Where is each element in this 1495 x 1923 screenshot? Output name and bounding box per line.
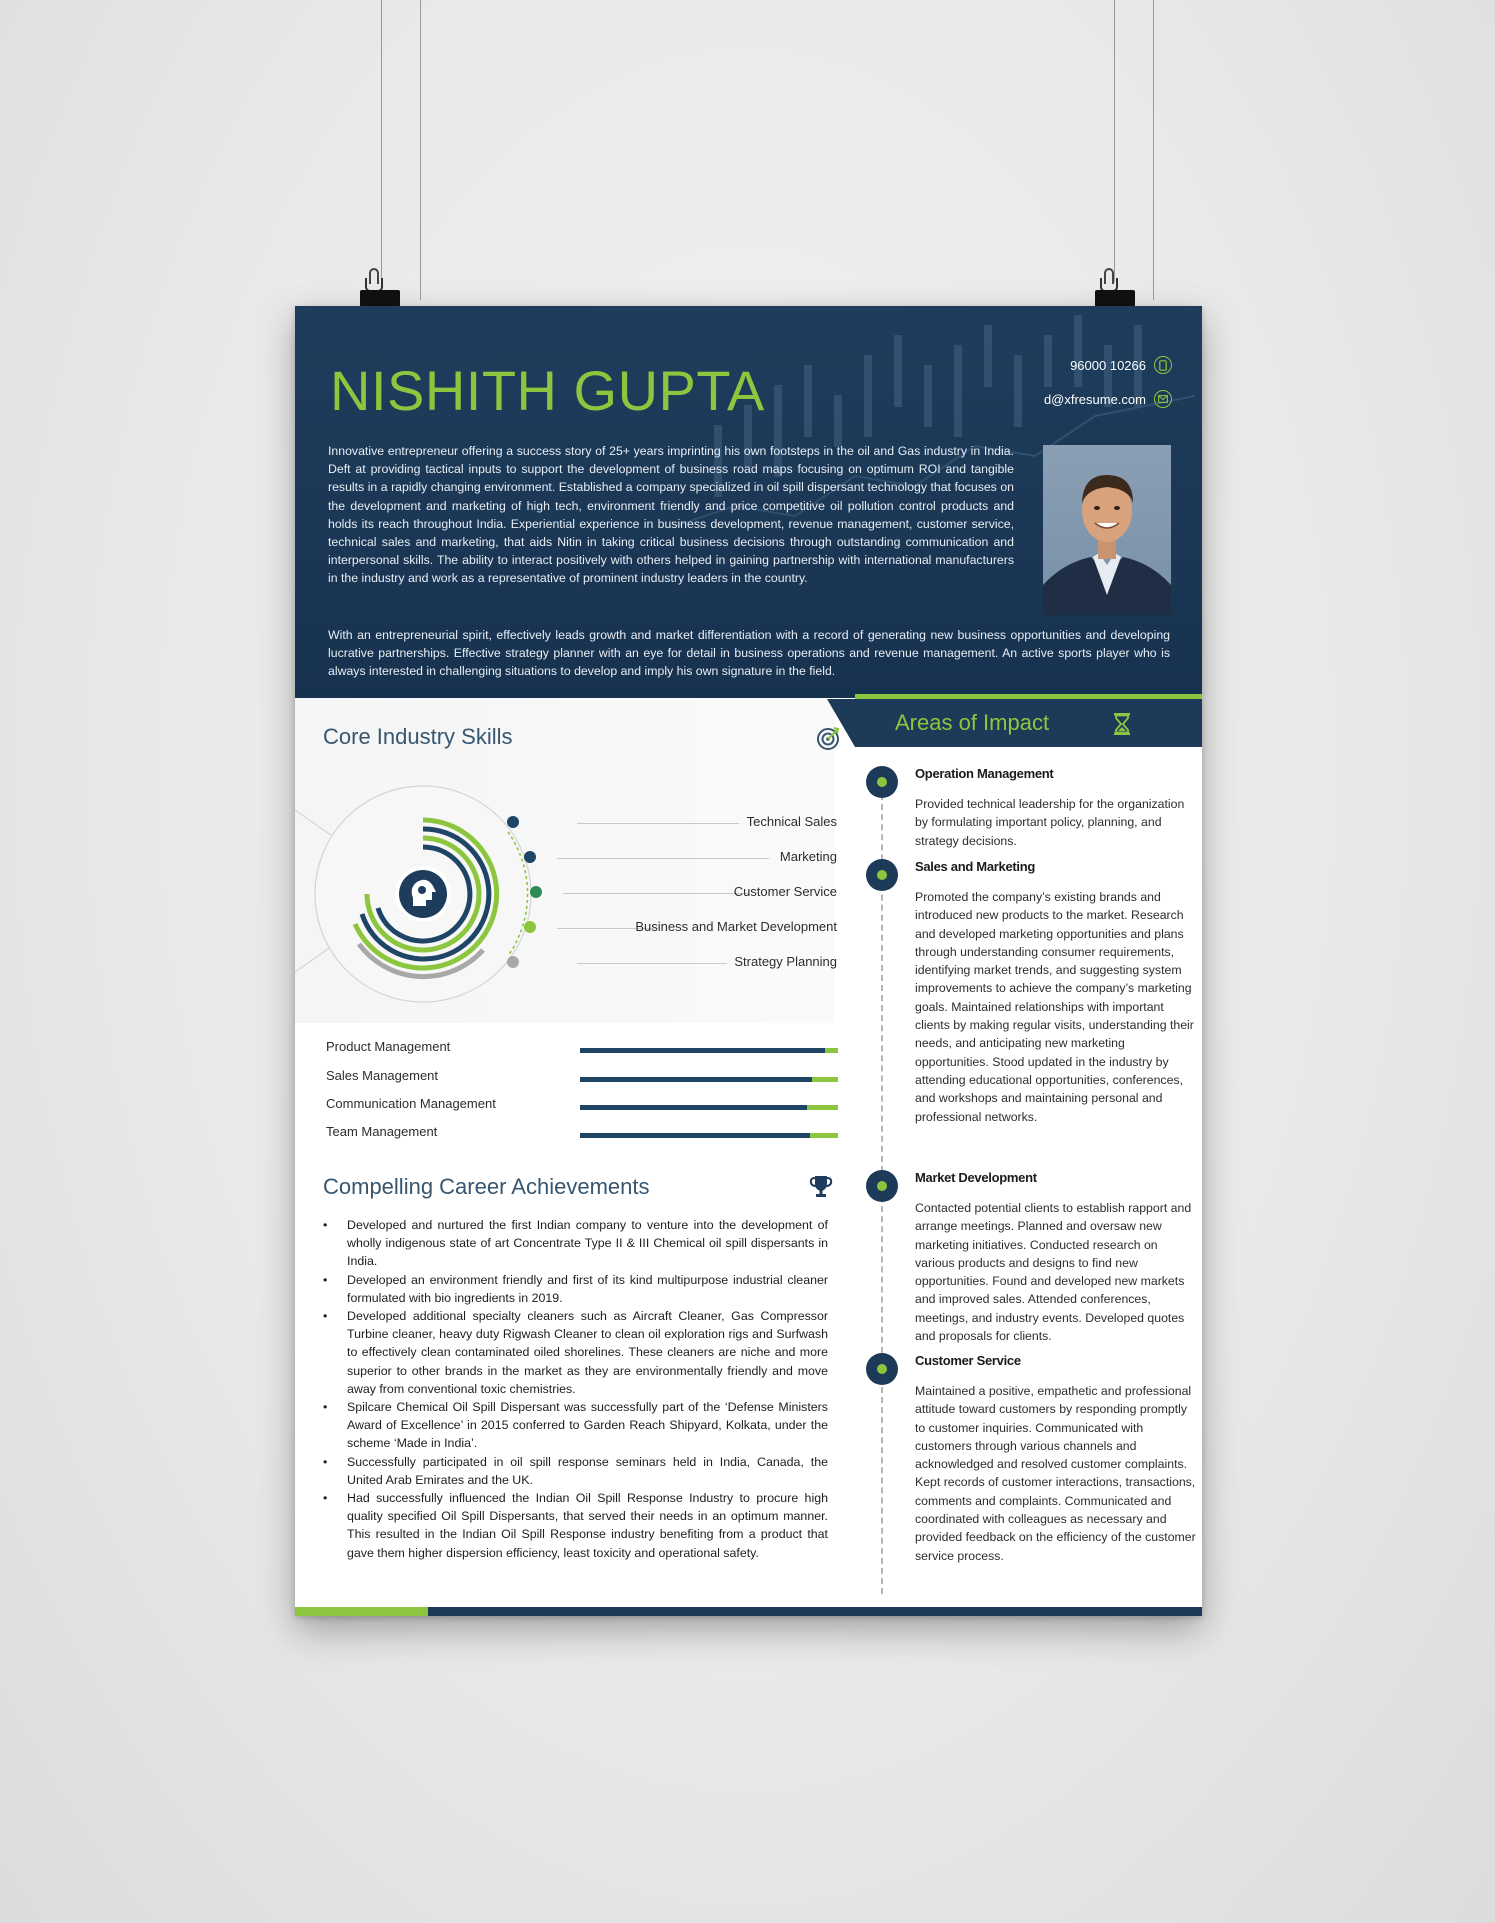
list-item: • Developed an environment friendly and first of its kind multipurpose industrial cleaner formulated with bio ingredients in 2019. — [322, 1271, 828, 1307]
skill-node-customer-service — [529, 885, 543, 899]
impact-header — [855, 699, 1202, 747]
impact-item-text: Contacted potential clients to establish rapport and arrange meetings. Planned and oversaw new marketing initiatives. Conducted research on various products and designs to find new opportunities. Found and developed new markets and improved sales. Attended conferences, meetings, and industry events. Developed quotes and proposals for clients. — [915, 1201, 1192, 1344]
achievements-title: Compelling Career Achievements — [323, 1174, 650, 1199]
timeline-node — [866, 859, 898, 891]
skill-label-business-market-development: Business and Market Development — [635, 919, 837, 934]
skill-label-strategy-planning: Strategy Planning — [734, 954, 837, 969]
timeline-node — [866, 1170, 898, 1202]
list-item: • Successfully participated in oil spill response seminars held in India, Canada, the United Arab Emirates and the UK. — [322, 1453, 828, 1489]
skill-bar — [580, 1133, 838, 1138]
timeline-node — [866, 766, 898, 798]
skill-label-marketing: Marketing — [779, 849, 837, 864]
skill-label-technical-sales: Technical Sales — [746, 814, 837, 829]
impact-item-text: Maintained a positive, empathetic and professional attitude toward customers by responding promptly to customer inquiries. Communicated with customers through various channels and acknowledged and resolved customer complaints. Kept records of customer interactions, transactions, comments and complaints. Communicated and coordinated with colleagues as necessary and provided feedback on the efficiency of the customer service process. — [915, 1384, 1196, 1563]
profile-photo — [1043, 445, 1171, 615]
bar-label: Communication Management — [326, 1096, 496, 1111]
list-item: • Spilcare Chemical Oil Spill Dispersant was successfully part of the ‘Defense Ministers Award of Excellence’ in 2015 conferred to Garden Reach Shipyard, Kolkata, under the scheme ‘Made in India’. — [322, 1398, 828, 1453]
list-item: • Developed and nurtured the first Indian company to venture into the development of wholly indigenous state of art Concentrate Type II & III Chemical oil spill dispersants in India. — [322, 1216, 828, 1271]
hanging-wire-right-1 — [1114, 0, 1115, 282]
list-item: • Had successfully influenced the Indian Oil Spill Response Industry to procure high quality specified Oil Spill Dispersants, that served their needs in an optimum manner. This resulted in the Indian Oil Spill Response industry benefiting from a product that gave them higher dispersion efficiency, least toxicity and operational safety. — [322, 1489, 828, 1562]
skill-bar-fill — [580, 1105, 807, 1110]
skill-leader-line — [577, 963, 727, 964]
hanging-wire-left-2 — [420, 0, 421, 300]
skill-leader-line — [577, 823, 739, 824]
impact-title: Areas of Impact — [895, 710, 1050, 735]
bar-label: Product Management — [326, 1039, 451, 1054]
skill-leader-line — [557, 858, 769, 859]
resume-header — [295, 306, 1202, 698]
timeline-node — [866, 1353, 898, 1385]
skill-label-customer-service: Customer Service — [733, 884, 837, 899]
skill-bar — [580, 1048, 838, 1053]
impact-item-title: Market Development — [915, 1170, 1037, 1185]
list-item: • Developed additional specialty cleaners such as Aircraft Cleaner, Gas Compressor Turbine cleaner, heavy duty Rigwash Cleaner to clean oil exploration rigs and Surfwash to effectively clean contaminated oiled shorelines. These cleaners are niche and more superior to other brands in the market as they are environmentally friendly and move away from conventional toxic chemistries. — [322, 1307, 828, 1398]
core-skills-title: Core Industry Skills — [323, 724, 513, 749]
skill-bar — [580, 1077, 838, 1082]
hourglass-icon — [1113, 712, 1131, 736]
skill-node-strategy-planning — [506, 955, 520, 969]
contact-email — [1044, 390, 1172, 408]
bar-label: Sales Management — [326, 1068, 439, 1083]
impact-item-title: Operation Management — [915, 766, 1054, 781]
hanging-wire-right-2 — [1153, 0, 1154, 300]
trophy-icon — [809, 1174, 833, 1200]
impact-item-title: Customer Service — [915, 1353, 1021, 1368]
resume-poster — [295, 306, 1202, 1616]
skill-node-marketing — [523, 850, 537, 864]
skill-bar-fill — [580, 1133, 810, 1138]
footer-bar — [295, 1607, 1202, 1616]
skills-radial-diagram — [295, 776, 545, 1006]
email-address: d@xfresume.com — [1043, 391, 1146, 407]
impact-item-text: Promoted the company’s existing brands and introduced new products to the market. Research and developed marketing opportunities and plans through understanding consumer requirements, identifying market trends, and suggesting system improvements to achieve the company’s marketing goals. Maintained relationships with important clients by making regular visits, understanding their needs, and anticipating new marketing opportunities. Stood updated in the industry by attending educational opportunities, conferences, and workshops and maintaining personal and professional networks. — [915, 890, 1194, 1124]
bar-label: Team Management — [326, 1124, 438, 1139]
skill-bar — [580, 1105, 838, 1110]
skill-node-technical-sales — [506, 815, 520, 829]
skill-leader-line — [563, 893, 749, 894]
candidate-name: NISHITH GUPTA — [330, 359, 765, 422]
skill-bar-fill — [580, 1048, 825, 1053]
professional-summary: Innovative entrepreneur offering a success story of 25+ years imprinting his own footsteps in the oil and Gas industry in India. Deft at providing tactical inputs to support the development of business road maps focusing on optimum ROI and tangible results in a rapidly changing environment. Established a company specialized in oil spill dispersant technology that focuses on the development and marketing of high tech, environment friendly and price competitive oil pollution control products and holds its reach throughout India. Experiential experience in business development, revenue management, customer service, technical sales and marketing, that aids Nitin in taking critical business decisions through outstanding communication and interpersonal skills. The ability to interact positively with others helped in gaining partnership with international manufacturers in the industry and work as a representative of prominent industry leaders in the country. — [328, 444, 1014, 586]
impact-item-title: Sales and Marketing — [915, 859, 1036, 874]
hanging-wire-left-1 — [381, 0, 382, 282]
phone-number: 96000 10266 — [1070, 357, 1146, 373]
professional-summary-continued: With an entrepreneurial spirit, effectively leads growth and market differentiation with a record of generating new business opportunities and developing lucrative partnerships. Effective strategy planner with an eye for detail in business operations and revenue management. An active sports player who is always interested in challenging situations to develop and imply his own signature in the field. — [328, 628, 1170, 679]
phone-icon — [1154, 356, 1172, 374]
impact-item-text: Provided technical leadership for the organization by formulating important policy, planning, and strategy decisions. — [915, 797, 1185, 848]
achievements-list — [322, 1216, 828, 1562]
contact-phone — [1070, 356, 1172, 374]
email-icon — [1154, 390, 1172, 408]
skill-bar-fill — [580, 1077, 812, 1082]
skill-node-business-development — [523, 920, 537, 934]
